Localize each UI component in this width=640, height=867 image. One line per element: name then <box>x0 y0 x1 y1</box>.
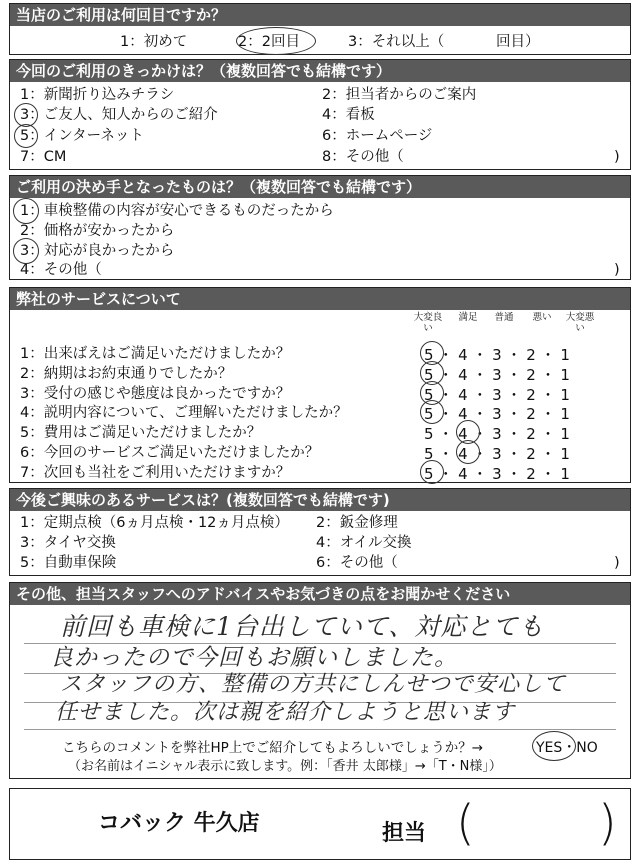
scale-header-1: 大変悪い <box>565 312 595 334</box>
visits-title: 当店のご利用は何回目ですか？ <box>10 4 630 26</box>
rating-scale: 5 ・ 4 ・ 3 ・ 2 ・ 1 <box>424 405 570 424</box>
trigger-section <box>9 59 631 170</box>
visits-section <box>9 3 631 55</box>
trigger-option-2: 2：担当者からのご案内 <box>322 87 477 103</box>
service-question: 3：受付の感じや態度は良かったですか？ <box>20 385 291 402</box>
visits-option-2: 2：2回目 <box>238 34 300 50</box>
trigger-option-3: 3：ご友人、知人からのご紹介 <box>20 107 218 123</box>
handwritten-line-3: スタッフの方、整備の方共にしんせつで安心して <box>60 672 567 697</box>
interest-option-4: 4：オイル交換 <box>316 535 412 551</box>
rating-scale: 5 ・ 4 ・ 3 ・ 2 ・ 1 <box>424 425 570 444</box>
decision-option-2: 2：価格が安かったから <box>20 223 175 239</box>
service-question: 4：説明内容について、ご理解いただけましたか？ <box>20 405 348 422</box>
decision-option-3: 3：対応が良かったから <box>20 243 175 259</box>
comments-title: その他、担当スタッフへのアドバイスやお気づきの点をお聞かせください <box>10 583 630 605</box>
rating-scale: 5 ・ 4 ・ 3 ・ 2 ・ 1 <box>424 445 570 463</box>
interest-option-5: 5：自動車保険 <box>20 555 117 571</box>
staff-label: 担当 <box>382 821 427 846</box>
comments-section <box>9 582 631 779</box>
interest-option-6: 6：その他（ <box>316 555 398 571</box>
name-note: （お名前はイニシャル表示に致します。例：「香井 太郎様」→「T・N様」） <box>68 759 502 774</box>
service-question: 5：費用はご満足いただけましたか？ <box>20 425 262 442</box>
decision-section <box>9 175 631 280</box>
interest-option-2: 2：鈑金修理 <box>316 515 398 531</box>
scale-header-2: 悪い <box>532 312 552 323</box>
trigger-option-6: 6：ホームページ <box>322 128 433 144</box>
handwritten-line-4: 任せました。次は親を紹介しようと思います <box>55 700 516 725</box>
interest-option-3: 3：タイヤ交換 <box>20 535 116 551</box>
handwritten-line-1: 前回も車検に1台出していて、対応とても <box>60 612 545 641</box>
trigger-option-4: 4：看板 <box>322 107 375 123</box>
visits-option-3-suffix: 回目） <box>496 34 540 50</box>
trigger-option-1: 1：新聞折り込みチラシ <box>20 87 175 103</box>
scale-header-5: 大変良い <box>413 312 443 334</box>
service-question: 7：次回も当社をご利用いただけますか？ <box>20 464 291 481</box>
service-question: 2：納期はお約束通りでしたか？ <box>20 365 233 382</box>
visits-option-1: 1：初めて <box>120 34 188 50</box>
trigger-option-8: 8：その他（ <box>322 149 404 165</box>
store-footer <box>9 788 631 860</box>
interest-title: 今後ご興味のあるサービスは？(複数回答でも結構です) <box>10 489 630 511</box>
service-question: 1：出来ばえはご満足いただけましたか？ <box>20 346 291 362</box>
trigger-option-8-close: ) <box>614 149 620 165</box>
service-section <box>9 287 631 483</box>
consent-answer: YES・NO <box>536 740 598 756</box>
staff-close: ) <box>598 795 617 851</box>
rating-scale: 5 ・ 4 ・ 3 ・ 2 ・ 1 <box>424 464 570 483</box>
scale-header-3: 普通 <box>494 312 514 323</box>
consent-question: こちらのコメントを弊社HP上でご紹介してもよろしいでしょうか？→ <box>62 740 484 756</box>
decision-title: ご利用の決め手となったものは？（複数回答でも結構です） <box>10 176 630 198</box>
comment-line <box>24 729 616 730</box>
decision-option-4: 4：その他（ <box>20 262 102 278</box>
interest-option-6-close: ) <box>614 555 620 571</box>
store-name: コバック 牛久店 <box>98 811 260 836</box>
trigger-title: 今回のご利用のきっかけは？（複数回答でも結構です） <box>10 60 630 82</box>
rating-scale: 5 ・ 4 ・ 3 ・ 2 ・ 1 <box>424 346 570 364</box>
handwritten-line-2: 良かったので今回もお願いしました。 <box>50 645 458 671</box>
interest-section <box>9 488 631 576</box>
rating-scale: 5 ・ 4 ・ 3 ・ 2 ・ 1 <box>424 365 570 384</box>
rating-scale: 5 ・ 4 ・ 3 ・ 2 ・ 1 <box>424 385 570 404</box>
trigger-option-7: 7：CM <box>20 149 67 165</box>
service-question: 6：今回のサービスご満足いただけましたか？ <box>20 445 320 461</box>
service-title: 弊社のサービスについて <box>10 288 630 310</box>
staff-open: ( <box>456 795 475 851</box>
decision-option-1: 1：車検整備の内容が安心できるものだったから <box>20 203 334 219</box>
scale-header-4: 満足 <box>458 312 478 323</box>
interest-option-1: 1：定期点検（6ヵ月点検・12ヵ月点検） <box>20 515 289 531</box>
trigger-option-5: 5：インターネット <box>20 128 144 144</box>
visits-option-3: 3：それ以上（ <box>348 34 445 50</box>
decision-option-4-close: ) <box>614 262 620 278</box>
